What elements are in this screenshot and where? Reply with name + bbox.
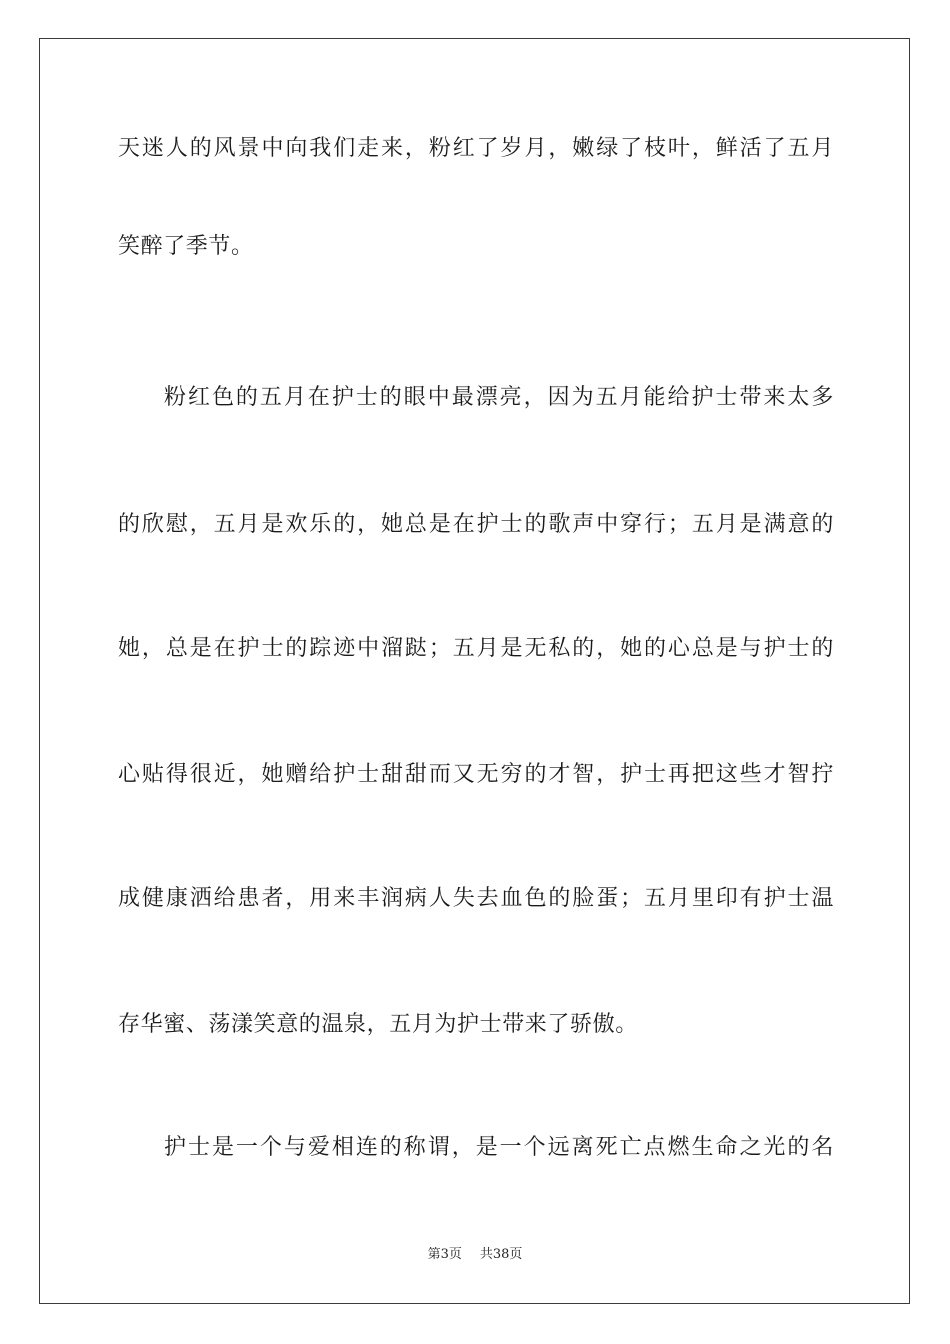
page-border	[39, 38, 910, 1304]
paragraph-line: 的欣慰，五月是欢乐的，她总是在护士的歌声中穿行；五月是满意的	[118, 512, 834, 537]
paragraph-line: 存华蜜、荡漾笑意的温泉，五月为护士带来了骄傲。	[118, 1012, 638, 1037]
paragraph-line: 护士是一个与爱相连的称谓，是一个远离死亡点燃生命之光的名	[164, 1135, 834, 1160]
page-number: 第3页	[427, 1247, 462, 1262]
page-footer	[0, 1246, 950, 1264]
paragraph-line: 粉红色的五月在护士的眼中最漂亮，因为五月能给护士带来太多	[164, 385, 834, 410]
paragraph-line: 成健康洒给患者，用来丰润病人失去血色的脸蛋；五月里印有护士温	[118, 886, 834, 911]
paragraph-line: 笑醉了季节。	[118, 234, 254, 259]
paragraph-line: 天迷人的风景中向我们走来，粉红了岁月，嫩绿了枝叶，鲜活了五月	[118, 136, 834, 161]
paragraph-line: 她，总是在护士的踪迹中溜跶；五月是无私的，她的心总是与护士的	[118, 636, 834, 661]
total-pages: 共38页	[479, 1247, 523, 1262]
paragraph-line: 心贴得很近，她赠给护士甜甜而又无穷的才智，护士再把这些才智拧	[118, 762, 834, 787]
